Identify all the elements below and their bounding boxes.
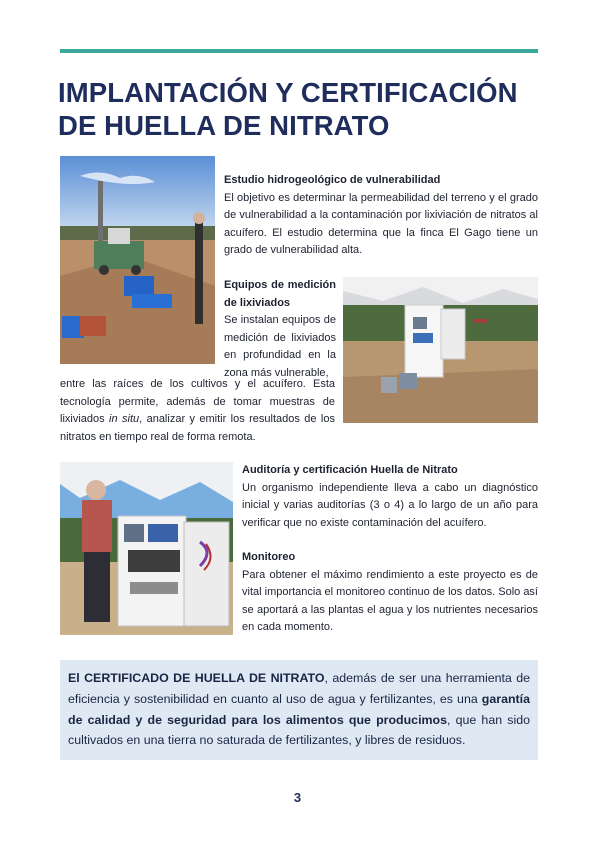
auditoria-section bbox=[242, 462, 538, 532]
callout-bold-2: garantía de calidad y de seguridad para los alimentos que producimos bbox=[68, 691, 530, 727]
estudio-section bbox=[224, 172, 538, 260]
equipos-body-wide-1: entre las raíces de los cultivos y el acuífero. Esta tecnología permite, además de tomar muestras de lixiviados bbox=[60, 378, 335, 426]
equipos-heading: Equipos de medición de lixiviados bbox=[224, 279, 336, 309]
equipos-body-italic: in situ bbox=[109, 413, 140, 426]
top-accent-rule bbox=[60, 49, 538, 53]
callout-text-2: , además de ser una herramienta de eficiencia y sostenibilidad en cuanto al uso de agua y fertilizantes, es una bbox=[68, 671, 531, 706]
callout-text bbox=[68, 668, 530, 751]
callout-bold-1: El CERTIFICADO DE HUELLA DE NITRATO bbox=[68, 671, 325, 685]
equipos-body-wide-2: , analizar y emitir los resultados de los nitratos en tiempo real de forma remota. bbox=[60, 413, 335, 443]
estudio-heading: Estudio hidrogeológico de vulnerabilidad bbox=[224, 174, 441, 186]
equipos-body-narrow: Se instalan equipos de medición de lixiviados en profundidad en la zona más vulnerable, bbox=[224, 314, 336, 379]
page-number: 3 bbox=[293, 790, 302, 805]
equipos-section bbox=[224, 277, 336, 383]
monitoreo-body: Para obtener el máximo rendimiento a este proyecto es de vital importancia el monitoreo continuo de los datos. Solo así se aportará a las plantas el agua y los nutrientes necesarios en cada momento. bbox=[242, 568, 538, 634]
leachate-station-photo bbox=[343, 277, 538, 423]
monitoreo-section bbox=[242, 549, 538, 637]
equipos-section-continued bbox=[60, 376, 335, 446]
technician-cabinet-photo bbox=[60, 462, 233, 635]
estudio-body: El objetivo es determinar la permeabilidad del terreno y el grado de vulnerabilidad a la contaminación por lixiviación de nitratos al acuífero. El estudio determina que la finca El Gago tiene un grado de vulnerabilidad alta. bbox=[224, 191, 538, 257]
auditoria-body: Un organismo independiente lleva a cabo un diagnóstico inicial y varias auditorías (3 o 4) a lo largo de un año para verificar que no existe contaminación del acuífero. bbox=[242, 481, 538, 529]
callout-text-4: , que han sido cultivados en una tierra no saturada de fertilizantes, y libres de residuos. bbox=[68, 712, 530, 748]
drilling-rig-photo bbox=[60, 156, 215, 364]
auditoria-heading: Auditoría y certificación Huella de Nitrato bbox=[242, 464, 458, 476]
page-title: IMPLANTACIÓN Y CERTIFICACIÓN DE HUELLA DE NITRATO bbox=[58, 77, 518, 141]
monitoreo-heading: Monitoreo bbox=[242, 551, 296, 563]
certificate-callout bbox=[60, 660, 538, 760]
